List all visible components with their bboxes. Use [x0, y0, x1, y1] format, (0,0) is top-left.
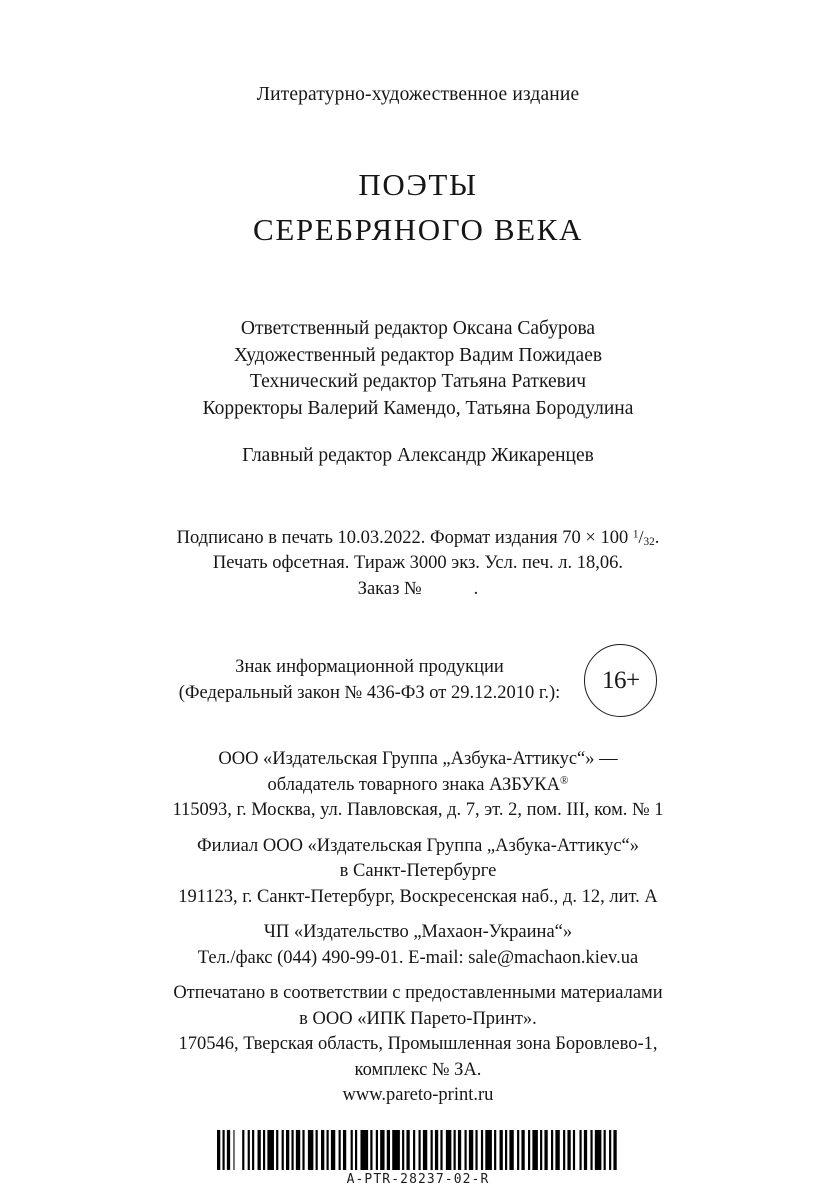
- credit-art-editor: Художественный редактор Вадим Пожидаев: [233, 344, 603, 366]
- ukraine-publisher-block: [172, 920, 663, 971]
- publisher-address: 115093, г. Москва, ул. Павловская, д. 7, эт. 2, пом. III, ком. № 1: [172, 800, 664, 820]
- printing-statement-line-1: Отпечатано в соответствии с предоставленными материалами: [173, 983, 663, 1003]
- order-number-label: Заказ №: [357, 578, 422, 599]
- publisher-name: ООО «Издательская Группа „Азбука-Аттикус“» —: [218, 749, 618, 769]
- book-title-line-1: ПОЭТЫ: [358, 167, 478, 202]
- credit-proofreaders: Корректоры Валерий Камендо, Татьяна Бородулина: [202, 397, 634, 419]
- barcode-image: [217, 1130, 620, 1170]
- technical-data: [177, 525, 660, 603]
- staff-credits: [203, 316, 634, 470]
- imprint-details: [172, 747, 663, 1109]
- publisher-block: [172, 747, 663, 824]
- credit-managing-editor: Ответственный редактор Оксана Сабурова: [240, 318, 596, 339]
- order-number-line: [177, 577, 660, 603]
- order-number-suffix: .: [473, 578, 479, 599]
- printing-house-address-line-1: 170546, Тверская область, Промышленная зона Боровлево-1,: [178, 1034, 658, 1054]
- edition-kind-line: Литературно-художественное издание: [256, 84, 580, 105]
- printing-house-block: [172, 981, 663, 1109]
- barcode-block: [217, 1130, 620, 1187]
- age-rating-caption-line-2: (Федеральный закон № 436-ФЗ от 29.12.2010 г.):: [178, 682, 561, 703]
- credit-technical-editor: Технический редактор Татьяна Раткевич: [249, 371, 587, 392]
- age-rating-caption-line-1: Знак информационной продукции: [235, 657, 504, 677]
- age-rating-row: [179, 644, 658, 717]
- branch-address: 191123, г. Санкт-Петербург, Воскресенская наб., д. 12, лит. А: [178, 886, 658, 907]
- registered-trademark-icon: ®: [560, 774, 569, 787]
- format-numerator: 1: [632, 528, 639, 541]
- format-denominator: 32: [643, 535, 655, 548]
- branch-block: [172, 834, 663, 911]
- book-title: [253, 162, 583, 252]
- book-title-line-2: СЕРЕБРЯНОГО ВЕКА: [253, 212, 583, 247]
- printing-house-name: в ООО «ИПК Парето-Принт».: [299, 1008, 537, 1029]
- barcode-caption: A-PTR-28237-02-R: [346, 1171, 490, 1187]
- branch-name: Филиал ООО «Издательская Группа „Азбука-Аттикус“»: [196, 835, 640, 856]
- publisher-trademark-text: обладатель товарного знака АЗБУКА: [267, 774, 561, 795]
- printing-house-address-line-2: комплекс № ЗА.: [354, 1059, 482, 1080]
- signed-to-print-suffix: .: [654, 527, 660, 548]
- credit-chief-editor: Главный редактор Александр Жикаренцев: [242, 445, 594, 466]
- branch-city: в Санкт-Петербурге: [339, 861, 497, 881]
- format-fraction: $^1/_{32}$: [632, 526, 655, 548]
- age-rating-badge: 16+: [584, 644, 657, 717]
- signed-to-print-text: Подписано в печать 10.03.2022. Формат издания 70 × 100: [176, 527, 633, 548]
- age-rating-caption: [179, 655, 561, 706]
- print-run-line: Печать офсетная. Тираж 3000 экз. Усл. печ. л. 18,06.: [212, 553, 624, 573]
- ukraine-publisher-name: ЧП «Издательство „Махаон-Украина“»: [263, 922, 573, 942]
- printing-house-website: www.pareto-print.ru: [342, 1085, 494, 1105]
- ukraine-publisher-contact: Тел./факс (044) 490-99-01. E-mail: sale@machaon.kiev.ua: [197, 947, 639, 968]
- signed-to-print-line: [177, 525, 660, 552]
- publisher-trademark-line: [172, 773, 663, 799]
